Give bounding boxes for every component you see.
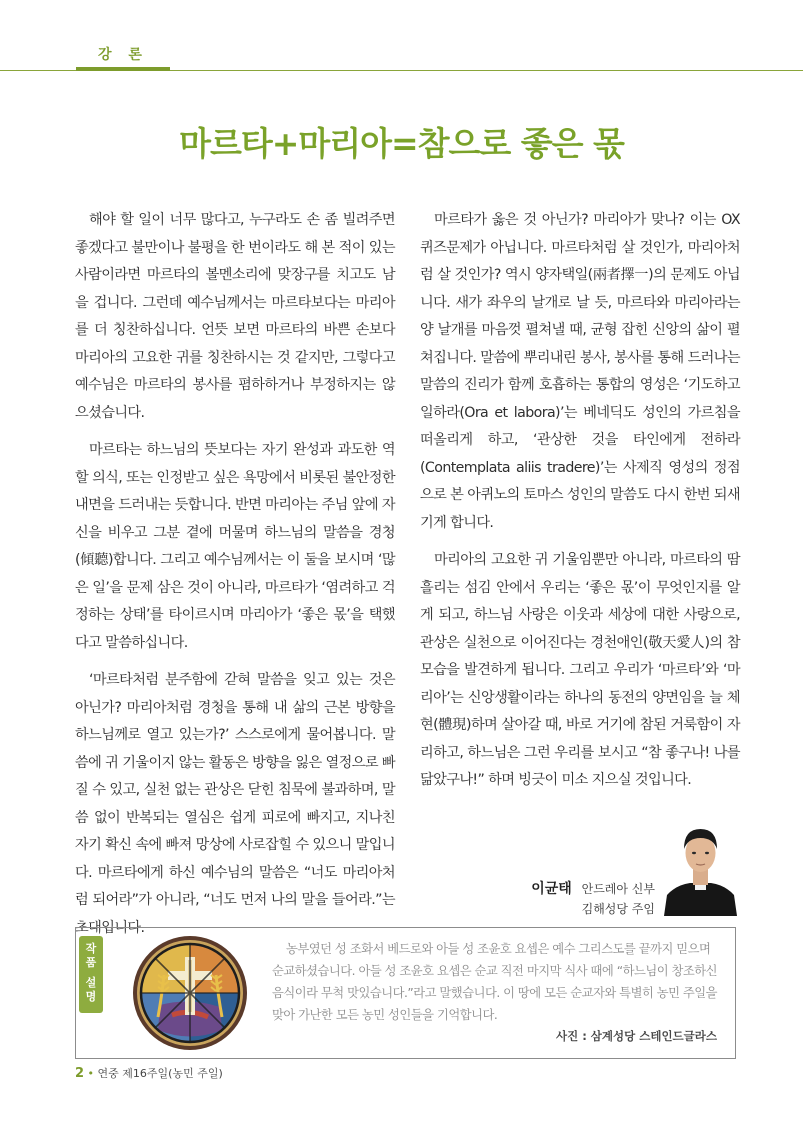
author-info [531,879,655,919]
author-photo [664,823,737,916]
stained-glass-image [132,935,248,1051]
paragraph: 마리아의 고요한 귀 기울임뿐만 아니라, 마르타의 땀 흘리는 섬김 안에서 우리는 ‘좋은 몫’이 무엇인지를 알게 되고, 하느님 사랑은 이웃과 세상에 대한 사랑으로, 관상은 실천으로 이어진다는 경천애인(敬天愛人)의 참모습을 발견하게 됩니다. 그리고 우리가 ‘마르타’와 ‘마리아’는 신앙생활이라는 하나의 동전의 양면임을 늘 체현(體現)하며 살아갈 때, 바로 거기에 참된 거룩함이 자리하고, 하느님은 그런 우리를 보시고 “참 좋구나! 나를 닮았구나!” 하며 빙긋이 미소 지으실 것입니다. [420,552,740,788]
page-title: 마르타+마리아=참으로 좋은 몫 [179,124,624,163]
footer-occasion: 연중 제16주일(농민 주일) [97,1067,223,1080]
caption-badge [79,936,103,1013]
badge-label-bottom: 설 명 [85,976,97,1003]
bullet-separator: • [87,1067,95,1080]
author-role: 김해성당 주임 [581,902,655,916]
paragraph: 마르타가 옳은 것 아닌가? 마리아가 맞나? 이는 OX 퀴즈문제가 아닙니다. 마르타처럼 살 것인가, 마리아처럼 살 것인가? 역시 양자택일(兩者擇一)의 문제도 아닙니다. 새가 좌우의 날개로 날 듯, 마르타와 마리아라는 양 날개를 마음껏 펼쳐낼 때, 균형 잡힌 신앙의 삶이 펼쳐집니다. 말씀에 뿌리내린 봉사, 봉사를 통해 드러나는 말씀의 진리가 함께 호흡하는 통합의 영성은 ‘기도하고 일하라(Ora et labora)’는 베네딕도 성인의 가르침을 떠올리게 하고, ‘관상한 것을 타인에게 전하라(Contemplata aliis tradere)’는 사제직 영성의 정점으로 본 아퀴노의 토마스 성인의 말씀도 다시 한번 되새기게 합니다. [420,212,740,531]
paragraph: 해야 할 일이 너무 많다고, 누구라도 손 좀 빌려주면 좋겠다고 불만이나 불평을 한 번이라도 해 본 적이 있는 사람이라면 마르타의 볼멘소리에 맞장구를 치고도 남을 겁니다. 그런데 예수님께서는 마르타보다는 마리아를 더 칭찬하십니다. 언뜻 보면 마르타의 바쁜 손보다 마리아의 고요한 귀를 칭찬하시는 것 같지만, 그렇다고 예수님은 마르타의 봉사를 폄하하거나 부정하지는 않으셨습니다. [75,212,395,421]
paragraph: 마르타는 하느님의 뜻보다는 자기 완성과 과도한 역할 의식, 또는 인정받고 싶은 욕망에서 비롯된 불안정한 내면을 드러내는 듯합니다. 반면 마리아는 주님 앞에 자신을 비우고 그분 곁에 머물며 하느님의 말씀을 경청(傾聽)합니다. 그리고 예수님께서는 이 둘을 보시며 ‘많은 일’을 문제 삼은 것이 아니라, 마르타가 ‘염려하고 걱정하는 상태’를 타이르시며 마리아가 ‘좋은 몫’을 택했다고 말씀하십니다. [75,442,395,651]
artwork-caption-box [75,927,736,1059]
page-number: 2 [75,1066,85,1081]
author-name: 이균태 [531,881,572,897]
author-baptismal-name: 안드레아 신부 [581,882,655,896]
paragraph: ‘마르타처럼 분주함에 갇혀 말씀을 잊고 있는 것은 아닌가? 마리아처럼 경청을 통해 내 삶의 근본 방향을 하느님께로 열고 있는가?’ 스스로에게 물어봅니다. 말씀에 귀 기울이지 않는 활동은 방향을 잃은 열정으로 빠질 수 있고, 실천 없는 관상은 닫힌 침묵에 불과하며, 말씀 없이 반복되는 열심은 쉽게 피로에 빠지고, 지나친 자기 확신 속에 빠져 망상에 사로잡힐 수 있으니 말입니다. 마르타에게 하신 예수님의 말씀은 “너도 마리아처럼 되어라”가 아니라, “너도 먼저 나의 말을 들어라.”는 초대입니다. [75,672,395,936]
section-label: 강 론 [98,47,148,63]
page-footer [75,1065,223,1081]
right-column [420,207,740,805]
badge-label-top: 작 품 [85,942,97,969]
photo-credit: 사진 : 삼계성당 스테인드글라스 [555,1029,717,1043]
caption-text: 농부였던 성 조화서 베드로와 아들 성 조윤호 요셉은 예수 그리스도를 끝까지 믿으며 순교하셨습니다. 아들 성 조윤호 요셉은 순교 직전 마지막 식사 때에 “하느님이 창조하신 음식이라 무척 맛있습니다.”라고 말했습니다. 이 땅에 모든 순교자와 특별히 농민 주일을 맞아 가난한 모든 농민 성인들을 기억합니다. [272,942,718,1022]
left-column [75,207,395,952]
section-tab [76,40,170,71]
